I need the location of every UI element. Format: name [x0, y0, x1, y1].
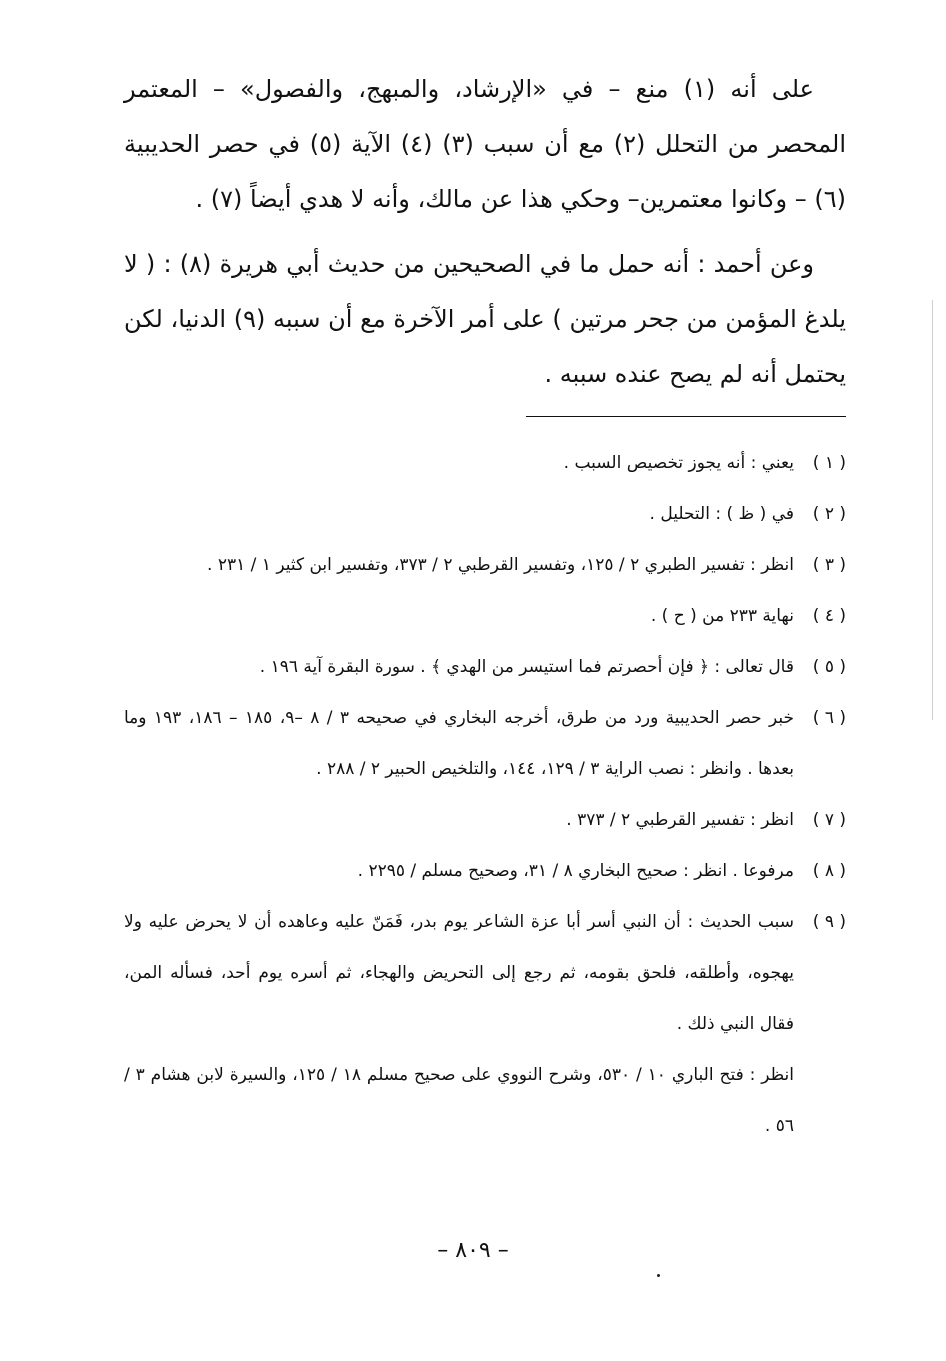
- footnote-2: [124, 489, 846, 540]
- footnote-4: [124, 591, 846, 642]
- footnote-number: ( ٣ ): [812, 555, 846, 575]
- footnote-3: [124, 540, 846, 591]
- footnote-text: خبر حصر الحديبية ورد من طرق، أخرجه البخاري في صحيحه ٣ / ٨ –٩، ١٨٥ – ١٨٦، ١٩٣ وما بعدها . وانظر : نصب الراية ٣ / ١٢٩، ١٤٤، والتلخيص الحبير ٢ / ٢٨٨ .: [124, 708, 795, 779]
- footnote-text: يعني : أنه يجوز تخصيص السبب .: [563, 453, 794, 473]
- footnote-text: سبب الحديث : أن النبي أسر أبا عزة الشاعر يوم بدر، فَمَنّ عليه وعاهده أن لا يحرض عليه ولا يهجوه، وأطلقه، فلحق بقومه، ثم رجع إلى التحريض والهجاء، ثم أسره يوم أحد، فسأله المن، فقال النبي ذلك .: [124, 912, 794, 1034]
- footnote-7: [124, 795, 846, 846]
- footnote-number: ( ٧ ): [812, 810, 846, 830]
- footnote-9: [124, 897, 846, 1050]
- footnote-text: انظر : تفسير القرطبي ٢ / ٣٧٣ .: [566, 810, 794, 830]
- footnote-text: في ( ظ ) : التحليل .: [649, 504, 794, 524]
- footnote-number: ( ٢ ): [812, 504, 846, 524]
- footnote-6: [124, 693, 846, 795]
- footnote-number: ( ٥ ): [812, 657, 846, 677]
- footnote-number: ( ٩ ): [812, 912, 846, 932]
- page-number: – ٨٠٩ –: [437, 1238, 509, 1263]
- footnote-text: نهاية ٢٣٣ من ( ح ) .: [650, 606, 794, 626]
- footnote-separator: [526, 416, 846, 417]
- main-paragraph-2: وعن أحمد : أنه حمل ما في الصحيحين من حديث أبي هريرة (٨) : ( لا يلدغ المؤمن من جحر مرتين ) على أمر الآخرة مع أن سببه (٩) الدنيا، لكن يحتمل أنه لم يصح عنده سببه .: [124, 250, 847, 388]
- footnote-9-sources: انظر : فتح الباري ١٠ / ٥٣٠، وشرح النووي على صحيح مسلم ١٨ / ١٢٥، والسيرة لابن هشام ٣ / ٥٦ .: [124, 1065, 795, 1136]
- footnote-text: مرفوعا . انظر : صحيح البخاري ٨ / ٣١، وصحيح مسلم / ٢٢٩٥ .: [357, 861, 794, 881]
- footnote-number: ( ١ ): [812, 453, 846, 473]
- scan-edge-line: [932, 300, 933, 720]
- footnote-text: قال تعالى : ﴿ فإن أحصرتم فما استيسر من الهدي ﴾ . سورة البقرة آية ١٩٦ .: [259, 657, 794, 677]
- footnote-5: [124, 642, 846, 693]
- footnote-text: انظر : تفسير الطبري ٢ / ١٢٥، وتفسير القرطبي ٢ / ٣٧٣، وتفسير ابن كثير ١ / ٢٣١ .: [207, 555, 794, 575]
- print-speck: [657, 1274, 660, 1277]
- footnote-number: ( ٨ ): [812, 861, 846, 881]
- footnote-number: ( ٤ ): [812, 606, 846, 626]
- footnote-1: [124, 438, 846, 489]
- main-text: [124, 62, 846, 402]
- footnotes: [124, 438, 846, 1152]
- footnote-8: [124, 846, 846, 897]
- footnote-number: ( ٦ ): [812, 708, 847, 728]
- main-paragraph-1: على أنه (١) منع – في «الإرشاد، والمبهج، والفصول» – المعتمر المحصر من التحلل (٢) مع أن سبب (٣) (٤) الآية (٥) في حصر الحديبية (٦) – وكانوا معتمرين– وحكي هذا عن مالك، وأنه لا هدي أيضاً (٧) .: [124, 75, 846, 213]
